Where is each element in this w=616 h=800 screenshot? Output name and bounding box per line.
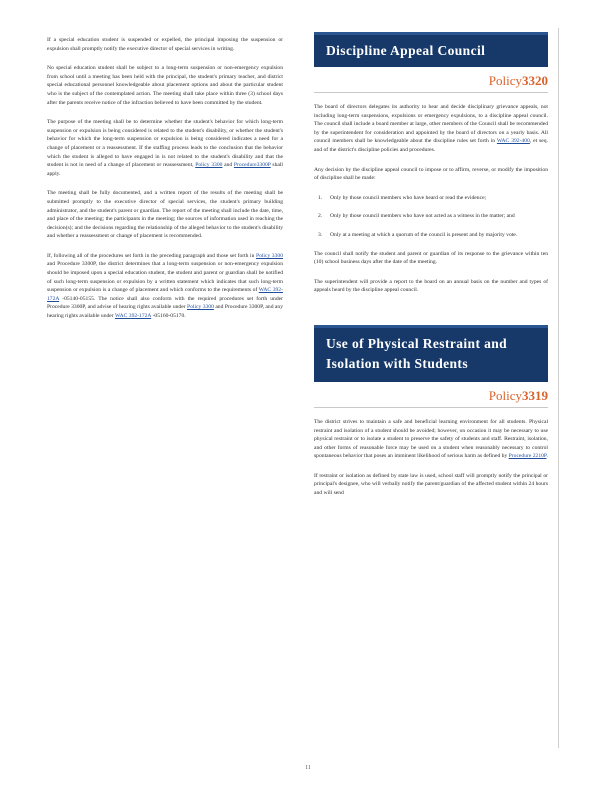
- list-number: 3.: [318, 231, 323, 238]
- paragraph-text: The district strives to maintain a safe and beneficial learning environment for all students. Physical restraint and isolation of a student should be avoided; however, on occasion it may be necessary to use physical restraint or to isolate a student to preserve the safety of students and staff. Restraint, isolation, and other forms of reasonable force may be used on a student when reasonably necessary to control spontaneous behavior that poses an imminent likelihood of serious harm as defined by: [314, 418, 548, 460]
- paragraph: No special education student shall be subject to a long-term suspension or non-emergency expulsion from school until a meeting has been held with the principal, the student's primary teacher, and district special educational personnel knowledgeable about placement options and about the particular student who is the subject of the contemplated action. The meeting shall take place within three (3) school days after the parents receive notice of the infraction believed to have been committed by the student.: [47, 65, 283, 106]
- paragraph: Any decision by the discipline appeal council to impose or to affirm, reverse, or modify the imposition of discipline shall be made:: [314, 166, 548, 182]
- policy-number: 3319: [522, 387, 548, 403]
- section-title-band: [314, 325, 548, 382]
- policy-label: Policy: [488, 73, 522, 88]
- policy-3300-link[interactable]: Policy 3300: [255, 252, 283, 259]
- paragraph-text: and Procedure 3300P, the district determines that a long-term suspension or non-emergency expulsion should be imposed upon a special education student, the student and parent or guardian shall be notified of such long-term suspension or expulsion by a written statement which indicates that such long-term suspension or expulsion is a change of placement and which conforms to the requirements of: [47, 261, 283, 294]
- section-title-line: Isolation with Students: [326, 355, 468, 371]
- paragraph: [314, 418, 548, 461]
- page-edge-rule: [558, 28, 559, 748]
- paragraph: [47, 252, 283, 321]
- left-column: [47, 36, 283, 332]
- paragraph-text: The purpose of the meeting shall be to determine whether the student's behavior for which long-term suspension or expulsion is being considered is related to the student's disability, or whether the student's behavior for which the long-term suspension or expulsion is being considered indicates a need for a change of placement or a reassessment. If the staffing process leads to the conclusion that the behavior which the student is alleged to have engaged in is not related to the student's disability and that the student is not in need of a change of placement or reassessment,: [47, 119, 283, 169]
- decision-list: [314, 194, 548, 240]
- paragraph-text: -05140-05155. The notice shall also conform with the required procedures set forth under Procedure 3300P, and advise of hearing rights available under: [47, 295, 283, 311]
- list-item-text: Only by those council members who have heard or read the evidence;: [330, 194, 487, 201]
- policy-number: 3320: [522, 73, 548, 88]
- section-title-band: [314, 32, 548, 67]
- paragraph: The council shall notify the student and parent or guardian of its response to the grievance within ten (10) school business days after the date of the meeting.: [314, 250, 548, 266]
- paragraph: The superintendent will provide a report to the board on an annual basis on the number and types of appeals heard by the discipline appeal council.: [314, 278, 548, 294]
- paragraph: If restraint or isolation as defined by state law is used, school staff will promptly notify the principal or principal's designee, who will verbally notify the parent/guardian of the affected student within 24 hours and will send: [314, 472, 548, 497]
- policy-3300-link[interactable]: Policy 3300: [187, 304, 214, 311]
- procedure-2210p-link[interactable]: Procedure 2210P: [508, 453, 547, 460]
- wac-392-172a-link[interactable]: WAC 392-172A: [114, 313, 152, 320]
- right-column: [314, 32, 548, 509]
- paragraph-text: The board of directors delegates its authority to hear and decide disciplinary grievance appeals, not including long-term suspensions, expulsions or emergency expulsions, to a discipline appeal council. The council shall include a board member at large, other members of the Council shall be recommended by the superintendent for consideration and appointed by the board of directors on a yearly basis. All council members shall be knowledgeable about the discipline rules set forth in: [314, 104, 548, 145]
- paragraph-text: -05160-05170.: [152, 313, 186, 320]
- paragraph: [314, 103, 548, 155]
- list-item: [314, 212, 548, 221]
- policy-number-heading: [314, 73, 548, 93]
- list-number: 2.: [318, 213, 323, 220]
- list-item: [314, 194, 548, 203]
- paragraph: The meeting shall be fully documented, and a written report of the results of the meeting shall be submitted promptly to the executive director of special services, the student's primary building administrator, and the student's parent or guardian. The report of the meeting shall include the date, time, and place of the meeting; the participants in the meeting; the sources of information used in reaching the decision(s); and the decisions regarding the relationship of the alleged behavior to the student's disability and whether a reassessment or change of placement is recommended.: [47, 190, 283, 240]
- policy-number-heading: [314, 388, 548, 408]
- paragraph: If a special education student is suspended or expelled, the principal imposing the suspension or expulsion shall promptly notify the executive director of special services in writing.: [47, 37, 283, 52]
- paragraph-text: and: [224, 162, 233, 169]
- list-item-text: Only at a meeting at which a quorum of the council is present and by majority vote.: [330, 231, 518, 238]
- page-footer: [0, 765, 616, 771]
- paragraph-text: .: [546, 453, 548, 460]
- policy-3300-link[interactable]: Policy 3300: [195, 162, 223, 169]
- procedure-3300p-link[interactable]: Procedure3300P: [233, 162, 271, 169]
- wac-392-172a-link[interactable]: WAC 392-172A: [47, 287, 283, 302]
- section-title-line: Use of Physical Restraint and: [326, 335, 508, 351]
- wac-392-400-link[interactable]: WAC 392-400: [496, 138, 530, 145]
- paragraph-text: , et seq. and of the district's discipline policies and procedures.: [314, 138, 548, 153]
- section-title: Discipline Appeal Council: [326, 43, 486, 58]
- paragraph-text: shall apply.: [47, 162, 283, 177]
- list-item: [314, 231, 548, 240]
- policy-label: Policy: [488, 387, 522, 403]
- list-number: 1.: [318, 194, 323, 201]
- paragraph-text: and Procedure 3300P, and any hearing rights available under: [47, 304, 283, 320]
- page-number: 11: [305, 765, 311, 771]
- paragraph-text: If, following all of the procedures set forth in the preceding paragraph and those set forth in: [47, 252, 255, 259]
- paragraph: [47, 118, 283, 178]
- list-item-text: Only by those council members who have not acted as a witness in the matter; and: [330, 213, 515, 220]
